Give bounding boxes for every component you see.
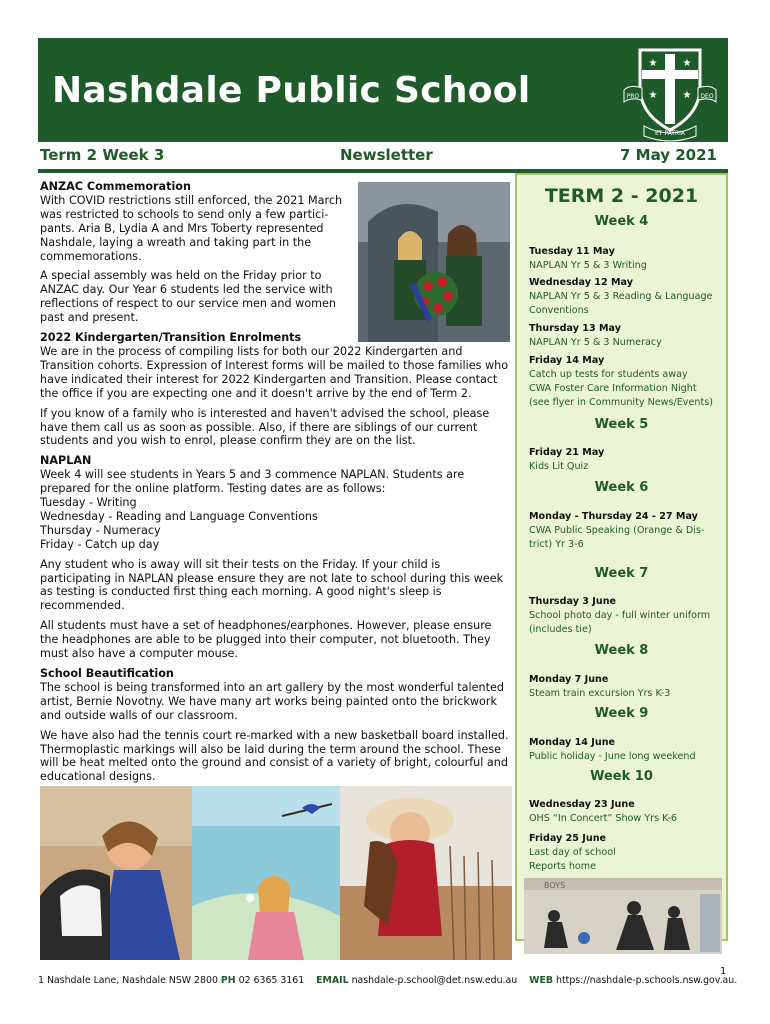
anzac-line: reflections of respect to our service men and women	[40, 297, 337, 311]
event-date: Monday 7 June	[529, 674, 609, 685]
event-text: (see flyer in Community News/Events)	[529, 397, 713, 408]
naplan-schedule-item: Friday - Catch up day	[40, 537, 160, 551]
anzac-line: commemorations.	[40, 249, 142, 263]
footer-web-link[interactable]: https://nashdale-p.schools.nsw.gov.au.	[556, 975, 738, 986]
beautification-heading: School Beautification	[40, 667, 174, 680]
crest-motto-et-patria: ET PATRIA	[655, 130, 685, 137]
svg-text:★: ★	[648, 58, 658, 69]
issue-date: 7 May 2021	[620, 146, 717, 164]
event-text: Conventions	[529, 305, 589, 316]
calendar-event	[529, 798, 725, 826]
anzac-line: pants. Aria B, Lydia A and Mrs Toberty represented	[40, 221, 324, 235]
event-text: Last day of school	[529, 847, 616, 858]
calendar-event	[529, 446, 725, 474]
event-text: Steam train excursion Yrs K-3	[529, 688, 671, 699]
kinder-heading: 2022 Kindergarten/Transition Enrolments	[40, 331, 302, 345]
calendar-event	[529, 510, 725, 552]
event-text: Kids Lit Quiz	[529, 461, 589, 472]
event-date: Friday 21 May	[529, 447, 605, 458]
anzac-line: was restricted to schools to send only a few partici-	[40, 207, 329, 221]
event-date: Wednesday 23 June	[529, 799, 635, 810]
anzac-article	[40, 180, 358, 325]
week-heading: Week 10	[590, 769, 653, 784]
calendar-event	[529, 736, 725, 764]
calendar-event	[529, 673, 725, 701]
footer-email-link[interactable]: nashdale-p.school@det.nsw.edu.au	[351, 975, 518, 986]
week-heading: Week 5	[594, 417, 649, 432]
event-text: Public holiday - June long weekend	[529, 751, 696, 762]
term-week: Term 2 Week 3	[40, 146, 165, 164]
anzac-line: ANZAC day. Our Year 6 students led the service with	[40, 283, 333, 297]
mural-photo-girl-dog	[40, 786, 192, 960]
event-text: (includes tie)	[529, 624, 592, 635]
newsletter-label: Newsletter	[340, 146, 433, 164]
mural-photo-girl-flower	[192, 786, 340, 960]
event-date: Monday - Thursday 24 - 27 May	[529, 511, 698, 522]
event-text: CWA Public Speaking (Orange & Dis-	[529, 525, 705, 536]
naplan-schedule-item: Tuesday - Writing	[40, 496, 137, 510]
calendar-event	[529, 276, 725, 318]
event-date: Tuesday 11 May	[529, 246, 615, 257]
event-date: Thursday 13 May	[529, 323, 621, 334]
event-text: NAPLAN Yr 5 & 3 Reading & Language	[529, 291, 713, 302]
naplan-intro: Week 4 will see students in Years 5 and 3 commence NAPLAN. Students are prepared for the online platform. Testing dates are as follows:	[40, 468, 465, 496]
anzac-line: past and present.	[40, 311, 139, 325]
svg-text:★: ★	[682, 58, 692, 69]
term-calendar-title: TERM 2 - 2021	[544, 185, 699, 207]
calendar-event	[529, 354, 725, 410]
beautification-paragraph: We have also had the tennis court re-marked with a new basketball board installed. Thermoplastic markings will also be laid during the term around the school. These will be heat melted onto the ground and consist of a variety of bright, colourful and educational designs.	[40, 728, 509, 784]
crest-motto-pro: PRO	[626, 93, 640, 100]
naplan-schedule-item: Wednesday - Reading and Language Conventions	[40, 509, 318, 523]
naplan-paragraph: All students must have a set of headphones/earphones. However, please ensure the headphones are able to be plugged into their computer, not bluetooth. They must also have a computer mouse.	[40, 619, 492, 661]
event-text: Catch up tests for students away	[529, 369, 688, 380]
footer-phone: 02 6365 3161	[238, 975, 305, 986]
footer-web-label: WEB	[529, 975, 554, 986]
event-text: NAPLAN Yr 5 & 3 Writing	[529, 260, 647, 271]
calendar-event	[529, 322, 725, 350]
calendar-event	[529, 832, 725, 874]
event-date: Monday 14 June	[529, 737, 616, 748]
naplan-paragraph: Any student who is away will sit their tests on the Friday. If your child is participating in NAPLAN please ensure they are not late to school during this week as testing is conducted first thing each morning. A good night's sleep is recommended.	[40, 557, 504, 613]
event-text: OHS “In Concert” Show Yrs K-6	[529, 813, 678, 824]
school-name: Nashdale Public School	[52, 70, 531, 111]
footer-contact	[38, 975, 737, 986]
anzac-line: With COVID restrictions still enforced, the 2021 March	[40, 193, 343, 207]
event-text: trict) Yr 3-6	[529, 539, 584, 550]
event-date: Wednesday 12 May	[529, 277, 633, 288]
week-heading: Week 7	[594, 566, 649, 581]
event-text: Reports home	[529, 861, 597, 872]
naplan-heading: NAPLAN	[40, 454, 92, 468]
week-heading: Week 8	[594, 643, 649, 658]
footer-address: 1 Nashdale Lane, Nashdale NSW 2800	[38, 975, 218, 986]
event-text: NAPLAN Yr 5 & 3 Numeracy	[529, 337, 662, 348]
event-text: CWA Foster Care Information Night	[529, 383, 697, 394]
mural-photo-boys	[524, 878, 722, 954]
footer-phone-label: PH	[220, 975, 236, 986]
kinder-paragraph: We are in the process of compiling lists for both our 2022 Kindergarten and Transition cohorts. Expression of Interest forms will be mailed to those families who have indicated their interest for 2022 Kindergarten and Transition. Please contact the office if you are expecting one and it doesn't arrive by the end of Term 2.	[40, 344, 509, 400]
event-date: Friday 14 May	[529, 355, 605, 366]
event-date: Thursday 3 June	[529, 596, 617, 607]
week-heading: Week 9	[594, 706, 649, 721]
calendar-event	[529, 595, 725, 637]
week-heading: Week 6	[594, 480, 649, 495]
mural-sign: BOYS	[544, 881, 566, 890]
calendar-event	[529, 245, 725, 273]
crest-motto-deo: DEO	[700, 93, 714, 100]
beautification-paragraph: The school is being transformed into an art gallery by the most wonderful talented artist, Bernie Novotny. We have many art works being painted onto the brickwork and outside walls of our classroom.	[40, 680, 504, 722]
event-date: Friday 25 June	[529, 833, 607, 844]
page-number: 1	[720, 966, 727, 977]
anzac-heading: ANZAC Commemoration	[40, 180, 191, 193]
footer-email-label: EMAIL	[316, 975, 349, 986]
anzac-line: Nashdale, laying a wreath and taking part in the	[40, 235, 312, 249]
svg-text:★: ★	[648, 90, 658, 101]
naplan-schedule-item: Thursday - Numeracy	[40, 523, 161, 537]
mural-photo-girl-hat	[340, 786, 512, 960]
main-column	[40, 180, 510, 790]
school-crest-icon	[620, 42, 720, 142]
naplan-schedule	[40, 496, 510, 552]
week-heading: Week 4	[594, 214, 649, 229]
svg-text:★: ★	[682, 90, 692, 101]
anzac-line: A special assembly was held on the Friday prior to	[40, 269, 322, 283]
kinder-paragraph: If you know of a family who is interested and haven't advised the school, please have them call us as soon as possible. Also, if there are siblings of our current students and you wish to enrol, please confirm they are on the list.	[40, 406, 490, 448]
event-text: School photo day - full winter uniform	[529, 610, 711, 621]
